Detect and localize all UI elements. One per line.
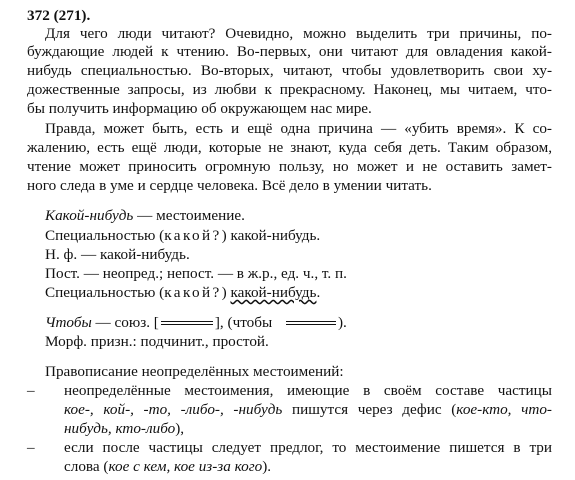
bullet-dash: – (27, 439, 35, 456)
analysis-1-line-5: Специальностью (какой?) какой-нибудь. (45, 284, 321, 301)
analysis-1-line-4: Пост. — неопред.; непост. — в ж.р., ед. ч., т. п. (45, 265, 347, 282)
analysis-2-line-2: Морф. призн.: подчинит., простой. (45, 333, 269, 350)
rule-title: Правописание неопределённых местоимений: (45, 363, 344, 380)
paragraph-1-line-2: буждающие людей к чтению. Во-первых, они читают для овладения какой- (27, 43, 552, 60)
exercise-number: 372 (271). (27, 7, 91, 24)
analysis-2-line-1: Чтобы — союз. [ ], (чтобы ). (45, 314, 347, 331)
rule-item-1-line-1: неопределённые местоимения, имеющие в своём составе частицы (64, 382, 552, 399)
analysis-1-line-1: Какой-нибудь — местоимение. (45, 207, 245, 224)
rule-item-1-line-3: нибудь, кто-либо), (64, 420, 185, 437)
rule-item-2-line-1: если после частицы следует предлог, то местоимение пишется в три (64, 439, 552, 456)
analysis-word: Чтобы (45, 314, 92, 331)
question: какой? (164, 284, 222, 301)
underlined-word: какой-нибудь (230, 284, 317, 301)
analysis-1-line-3: Н. ф. — какой-нибудь. (45, 246, 190, 263)
double-line-symbol (161, 321, 213, 327)
paragraph-2-line-3: чтение может приносить огромную пользу, но может и не оставить замет- (27, 158, 552, 175)
rule-item-1-line-2: кое-, кой-, -то, -либо-, -нибудь пишутся через дефис (кое-кто, что- (64, 401, 552, 418)
paragraph-2-line-1: Правда, может быть, есть и ещё одна причина — «убить время». К со- (45, 120, 552, 137)
paragraph-2-line-4: ного следа в уме и сердце человека. Всё дело в умении читать. (27, 177, 432, 194)
paragraph-1-line-5: бы получить информацию об окружающем нас мире. (27, 100, 372, 117)
bullet-dash: – (27, 382, 35, 399)
paragraph-1-line-3: нибудь специальностью. Во-вторых, читают, чтобы удовлетворить свои ху- (27, 62, 552, 79)
double-line-symbol (286, 321, 336, 327)
paragraph-1-line-4: дожественные запросы, из любви к прекрасному. Наконец, мы читаем, что- (27, 81, 552, 98)
paragraph-1-line-1: Для чего люди читают? Очевидно, можно выделить три причины, по- (45, 25, 552, 42)
rule-item-2-line-2: слова (кое с кем, кое из-за кого). (64, 458, 272, 475)
question: какой? (164, 227, 222, 244)
analysis-1-line-2: Специальностью (какой?) какой-нибудь. (45, 227, 321, 244)
analysis-word: Какой-нибудь (45, 207, 134, 224)
paragraph-2-line-2: жалению, есть ещё люди, которые не знают, куда себя деть. Таким образом, (27, 139, 552, 156)
